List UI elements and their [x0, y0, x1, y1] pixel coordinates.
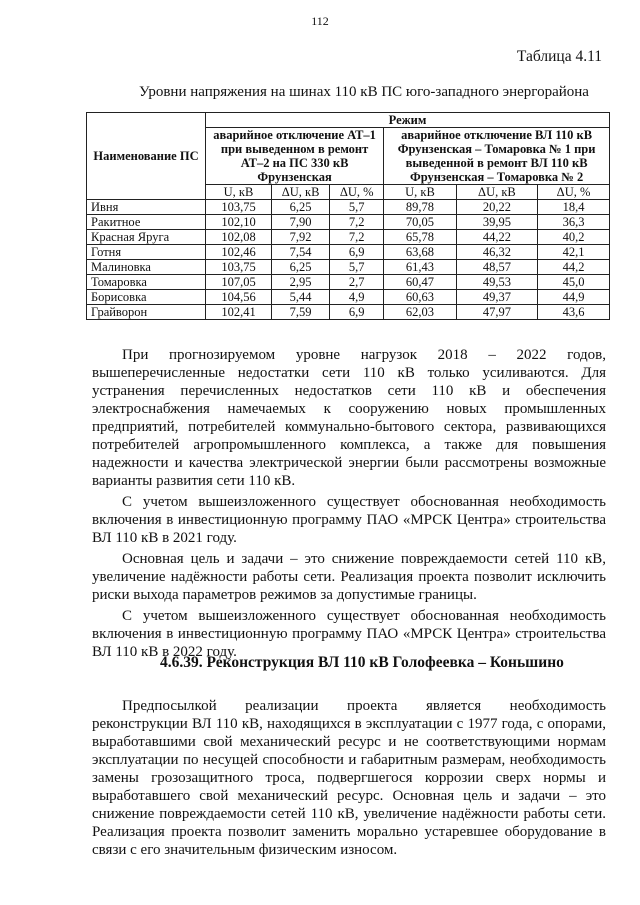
table-row — [87, 260, 610, 275]
table-row — [87, 200, 610, 215]
s1-du-value: 6,25 — [272, 200, 330, 215]
s2-u-value: 60,47 — [384, 275, 457, 290]
s1-du-percent-value: 5,7 — [330, 260, 384, 275]
s1-u-value: 103,75 — [206, 200, 272, 215]
s1-u-value: 107,05 — [206, 275, 272, 290]
header-mode: Режим — [206, 113, 610, 128]
header-s2-u: U, кВ — [384, 185, 457, 200]
s1-du-percent-value: 2,7 — [330, 275, 384, 290]
header-scenario-2: аварийное отключение ВЛ 110 кВ Фрунзенская – Томаровка № 1 при выведенной в ремонт ВЛ 110 кВ Фрунзенская – Томаровка № 2 — [384, 128, 610, 185]
table-row — [87, 290, 610, 305]
header-s1-u: U, кВ — [206, 185, 272, 200]
header-scenario-1: аварийное отключение АТ–1 при выведенном в ремонт АТ–2 на ПС 330 кВ Фрунзенская — [206, 128, 384, 185]
s2-du-percent-value: 36,3 — [538, 215, 610, 230]
table-row — [87, 245, 610, 260]
s1-du-percent-value: 6,9 — [330, 245, 384, 260]
s2-u-value: 89,78 — [384, 200, 457, 215]
body-text-lower — [92, 697, 606, 859]
paragraph: С учетом вышеизложенного существует обоснованная необходимость включения в инвестиционную программу ПАО «МРСК Центра» строительства ВЛ 110 кВ в 2021 году. — [92, 494, 606, 546]
s2-du-value: 47,97 — [456, 305, 537, 320]
substation-name: Ивня — [87, 200, 206, 215]
table-label: Таблица 4.11 — [516, 48, 602, 65]
table-row — [87, 215, 610, 230]
substation-name: Грайворон — [87, 305, 206, 320]
s1-du-value: 2,95 — [272, 275, 330, 290]
body-text-upper — [92, 346, 606, 661]
table-row — [87, 305, 610, 320]
s2-u-value: 70,05 — [384, 215, 457, 230]
s1-du-value: 7,92 — [272, 230, 330, 245]
s1-du-value: 7,54 — [272, 245, 330, 260]
s1-du-percent-value: 4,9 — [330, 290, 384, 305]
table-row — [87, 275, 610, 290]
header-s1-du-percent: ΔU, % — [330, 185, 384, 200]
substation-name: Готня — [87, 245, 206, 260]
s1-u-value: 102,46 — [206, 245, 272, 260]
s2-u-value: 60,63 — [384, 290, 457, 305]
s2-du-value: 49,53 — [456, 275, 537, 290]
substation-name: Борисовка — [87, 290, 206, 305]
s2-du-percent-value: 42,1 — [538, 245, 610, 260]
paragraph: При прогнозируемом уровне нагрузок 2018 – 2022 годов, вышеперечисленные недостатки сети 110 кВ только усиливаются. Для устранения перечисленных недостатков сети 110 кВ и обеспечения электроснабжения намечаемых к сооружению новых промышленных предприятий, потребителей коммунально-бытового сектора, развивающихся потребителей агропромышленного комплекса, а также для повышения надежности и качества электрической энергии были рассмотрены возможные варианты развития сети 110 кВ. — [92, 347, 606, 489]
paragraph: Основная цель и задачи – это снижение повреждаемости сетей 110 кВ, увеличение надёжности работы сети. Реализация проекта позволит исключить риски выхода параметров режимов за допустимые границы. — [92, 551, 606, 603]
s1-u-value: 102,41 — [206, 305, 272, 320]
s2-du-percent-value: 43,6 — [538, 305, 610, 320]
substation-name: Малиновка — [87, 260, 206, 275]
s1-u-value: 103,75 — [206, 260, 272, 275]
s1-du-value: 6,25 — [272, 260, 330, 275]
s2-u-value: 61,43 — [384, 260, 457, 275]
header-s2-du: ΔU, кВ — [456, 185, 537, 200]
s2-du-value: 46,32 — [456, 245, 537, 260]
s2-du-value: 48,57 — [456, 260, 537, 275]
s1-u-value: 102,10 — [206, 215, 272, 230]
paragraph: Предпосылкой реализации проекта является необходимость реконструкции ВЛ 110 кВ, находящихся в эксплуатации с 1977 года, с опорами, выработавшими свой механический ресурс и не соответствующими нормам эксплуатации по несущей способности и габаритным размерам, необходимость замены грозозащитного троса, подвергшегося коррозии сверх нормы и выработавшего свой механический ресурс. Основная цель и задачи – это снижение повреждаемости сетей 110 кВ, увеличение надёжности работы сети. Реализация проекта позволит заменить морально устаревшее оборудование в связи с его значительным физическим износом. — [92, 698, 606, 858]
s2-du-percent-value: 44,9 — [538, 290, 610, 305]
s1-du-percent-value: 6,9 — [330, 305, 384, 320]
s2-du-percent-value: 44,2 — [538, 260, 610, 275]
s2-du-value: 44,22 — [456, 230, 537, 245]
s1-u-value: 104,56 — [206, 290, 272, 305]
s1-u-value: 102,08 — [206, 230, 272, 245]
s2-du-value: 39,95 — [456, 215, 537, 230]
paragraph: С учетом вышеизложенного существует обоснованная необходимость включения в инвестиционную программу ПАО «МРСК Центра» строительства ВЛ 110 кВ в 2022 году. — [92, 608, 606, 660]
table-title: Уровни напряжения на шинах 110 кВ ПС юго-западного энергорайона — [139, 84, 589, 100]
header-s1-du: ΔU, кВ — [272, 185, 330, 200]
s2-du-value: 49,37 — [456, 290, 537, 305]
s2-du-value: 20,22 — [456, 200, 537, 215]
section-heading: 4.6.39. Реконструкция ВЛ 110 кВ Голофеевка – Коньшино — [160, 654, 564, 671]
s2-du-percent-value: 18,4 — [538, 200, 610, 215]
s1-du-value: 7,90 — [272, 215, 330, 230]
s1-du-percent-value: 7,2 — [330, 215, 384, 230]
header-s2-du-percent: ΔU, % — [538, 185, 610, 200]
substation-name: Томаровка — [87, 275, 206, 290]
s1-du-percent-value: 5,7 — [330, 200, 384, 215]
s2-du-percent-value: 40,2 — [538, 230, 610, 245]
s1-du-value: 7,59 — [272, 305, 330, 320]
table-row — [87, 230, 610, 245]
s2-u-value: 63,68 — [384, 245, 457, 260]
header-substation-name: Наименование ПС — [87, 113, 206, 200]
s2-u-value: 65,78 — [384, 230, 457, 245]
substation-name: Ракитное — [87, 215, 206, 230]
s1-du-percent-value: 7,2 — [330, 230, 384, 245]
page-number: 112 — [311, 14, 329, 28]
s2-du-percent-value: 45,0 — [538, 275, 610, 290]
s2-u-value: 62,03 — [384, 305, 457, 320]
voltage-table — [86, 112, 610, 320]
s1-du-value: 5,44 — [272, 290, 330, 305]
substation-name: Красная Яруга — [87, 230, 206, 245]
